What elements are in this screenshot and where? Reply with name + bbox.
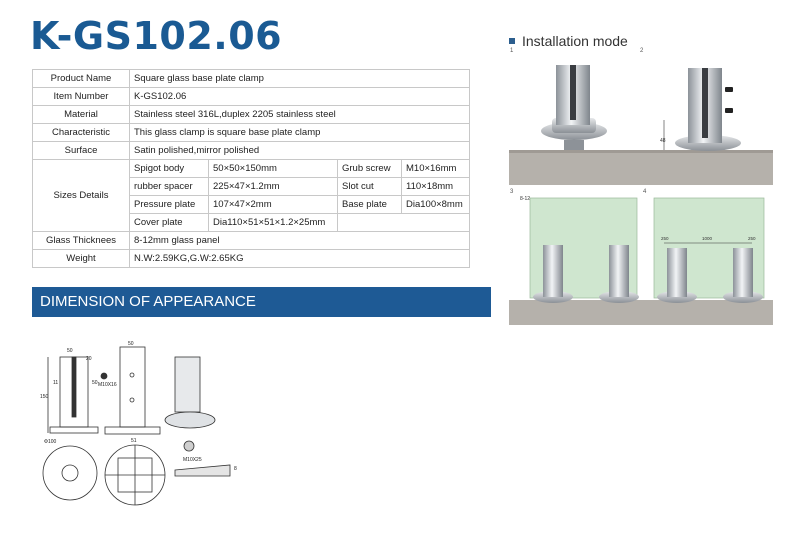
row-value: Satin polished,mirror polished: [130, 142, 470, 160]
dim-c: 20: [86, 356, 92, 362]
grub-label: M10X16: [98, 382, 117, 388]
product-title: K-GS102.06: [30, 14, 283, 58]
size-label: Slot cut: [338, 178, 402, 196]
plan-circle: [43, 446, 97, 500]
dim-base: Φ100: [44, 439, 57, 445]
row-label: Product Name: [33, 70, 130, 88]
row-label: Material: [33, 106, 130, 124]
row-value: N.W:2.59KG,G.W:2.65KG: [130, 250, 470, 268]
dim-t: 8: [234, 466, 237, 472]
dim-side-left: 250: [661, 236, 669, 241]
size-label: rubber spacer: [130, 178, 209, 196]
step-number: 3: [510, 189, 514, 195]
size-label: Grub screw: [338, 160, 402, 178]
iso-view: [175, 357, 200, 412]
row-label: Item Number: [33, 88, 130, 106]
size-label: Base plate: [338, 196, 402, 214]
row-value: This glass clamp is square base plate clamp: [130, 124, 470, 142]
size-label: Cover plate: [130, 214, 209, 232]
row-value: K-GS102.06: [130, 88, 470, 106]
size-value: 225×47×1.2mm: [209, 178, 338, 196]
size-value: 107×47×2mm: [209, 196, 338, 214]
size-value: Dia110×51×51×1.2×25mm: [209, 214, 338, 232]
dim-b: 50: [92, 380, 98, 386]
dim-height: 48: [660, 138, 666, 144]
dim-d: 50: [128, 341, 134, 347]
step-number: 2: [640, 48, 644, 54]
dim-a: 11: [53, 380, 59, 386]
row-value: 8-12mm glass panel: [130, 232, 470, 250]
banner-label: DIMENSION OF APPEARANCE: [40, 293, 256, 310]
dim-middle: 1000: [702, 236, 713, 241]
step-number: 4: [643, 189, 647, 195]
dim-w: 50: [67, 348, 73, 354]
size-value: 50×50×150mm: [209, 160, 338, 178]
base-label: M10X25: [183, 457, 202, 463]
row-label: Weight: [33, 250, 130, 268]
installation-title: Installation mode: [522, 33, 628, 49]
size-label: Pressure plate: [130, 196, 209, 214]
size-value: 110×18mm: [402, 178, 470, 196]
step-number: 1: [510, 48, 514, 54]
row-label: Characteristic: [33, 124, 130, 142]
side-view: [120, 347, 145, 427]
dim-top: 51: [131, 438, 137, 444]
row-label: Sizes Details: [33, 160, 130, 232]
size-value: M10×16mm: [402, 160, 470, 178]
row-label: Glass Thicknees: [33, 232, 130, 250]
dim-gap: 8-12: [520, 196, 531, 202]
row-label: Surface: [33, 142, 130, 160]
row-value: Stainless steel 316L,duplex 2205 stainless steel: [130, 106, 470, 124]
size-label: Spigot body: [130, 160, 209, 178]
row-value: Square glass base plate clamp: [130, 70, 470, 88]
dim-side-right: 250: [748, 236, 756, 241]
size-value: Dia100×8mm: [402, 196, 470, 214]
dim-h: 150: [40, 394, 49, 400]
